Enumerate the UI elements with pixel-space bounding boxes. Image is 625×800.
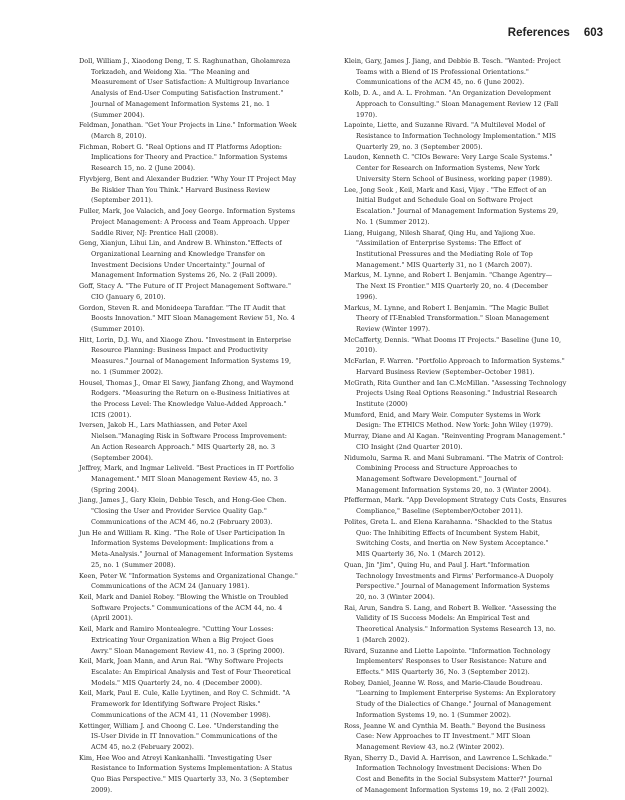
reference-entry: Liang, Huigang, Nilesh Sharaf, Qing Hu, and Yajiong Xue. "Assimilation of Enterprise Systems: The Effect of Institutional Pressures and the Mediating Role of Top Management." MIS Quarterly 31, no 1 (March 2007). xyxy=(344,228,536,269)
reference-entry: Fuller, Mark, Joe Valacich, and Joey George. Information Systems Project Management: A Process and Team Approach. Upper Saddle River, NJ: Prentice Hall (2008). xyxy=(79,207,296,237)
references-column-left xyxy=(79,56,362,796)
reference-entry: Keil, Mark, Joan Mann, and Arun Rai. "Why Software Projects Escalate: An Empirical Analysis and Test of Four Theoretical Models." MIS Quarterly 24, no. 4 (December 2000). xyxy=(79,657,291,687)
reference-entry: Markus, M. Lynne, and Robert I. Benjamin. "The Magic Bullet Theory of IT-Enabled Transformation." Sloan Management Review (Winter 1997). xyxy=(344,303,550,333)
reference-entry: Jeffrey, Mark, and Ingmar Leliveld. "Best Practices in IT Portfolio Management." MIT Sloan Management Review 45, no. 3 (Spring 2004). xyxy=(79,464,294,494)
reference-entry: Lee, Jong Seok , Keil, Mark and Kasi, Vijay . "The Effect of an Initial Budget and Schedule Goal on Software Project Escalation." Journal of Management Information Systems 29, No. 1 (Summer 2012). xyxy=(344,185,559,226)
reference-entry: Ryan, Sherry D., David A. Harrison, and Lawrence L.Schkade." Information Technology Investment Decisions: When Do Cost and Benefits in the Social Subsystem Matter?" Journal of Management Information Systems 19, no. 2 (Fall 2002). xyxy=(344,753,553,794)
reference-entry: Ross, Jeanne W. and Cynthia M. Beath." Beyond the Business Case: New Approaches to IT Investment." MIT Sloan Management Review 43, no.2 (Winter 2002). xyxy=(344,721,546,751)
reference-entry: Feldman, Jonathan. "Get Your Projects in Line." Information Week (March 8, 2010). xyxy=(79,121,297,141)
reference-entry: Keil, Mark, Paul E. Cule, Kalle Lyytinen, and Roy C. Schmidt. "A Framework for Identifying Software Project Risks." Communications of the ACM 41, 11 (November 1998). xyxy=(79,689,291,719)
reference-entry: McCafferty, Dennis. "What Dooms IT Projects." Baseline (June 10, 2010). xyxy=(344,335,562,355)
page-number: 603 xyxy=(583,27,603,39)
reference-entry: Laudon, Kenneth C. "CIOs Beware: Very Large Scale Systems." Center for Research on Information Systems, New York University Stern School of Business, working paper (1989). xyxy=(344,153,553,183)
reference-entry: Keil, Mark and Daniel Robey. "Blowing the Whistle on Troubled Software Projects." Communications of the ACM 44, no. 4 (April 2001). xyxy=(79,592,289,623)
reference-entry: Lapointe, Liette, and Suzanne Rivard. "A Multilevel Model of Resistance to Information Technology Implementation." MIS Quarterly 29, no. 3 (September 2005). xyxy=(344,121,556,151)
reference-entry: Jiang, James J., Gary Klein, Debbie Tesch, and Hong-Gee Chen. "Closing the User and Provider Service Quality Gap." Communications of the ACM 46, no.2 (February 2003). xyxy=(79,496,287,526)
reference-entry: Robey, Daniel, Jeanne W. Ross, and Marie-Claude Boudreau. "Learning to Implement Enterprise Systems: An Exploratory Study of the Dialectics of Change." Journal of Management Information Systems 19, no. 1 (Summer 2002). xyxy=(344,678,556,719)
reference-entry: Flyvbjerg, Bent and Alexander Budzier. "Why Your IT Project May Be Riskier Than You Think." Harvard Business Review (September 2011). xyxy=(79,174,297,205)
reference-entry: McFarlan, F. Warren. "Portfolio Approach to Information Systems." Harvard Business Review (September–October 1981). xyxy=(344,357,565,376)
reference-entry: Housel, Thomas J., Omar El Sawy, Jianfang Zhong, and Waymond Rodgers. "Measuring the Return on e-Business Initiatives at the Process Level: The Knowledge Value-Added Approach." ICIS (2001). xyxy=(79,378,294,419)
reference-entry: Hitt, Lorin, D.J. Wu, and Xiaoge Zhou. "Investment in Enterprise Resource Planning: Business Impact and Productivity Measures." Journal of Management Information Systems 19, no. 1 (Summer 2002). xyxy=(79,335,292,376)
reference-entry: Klein, Gary, James J. Jiang, and Debbie B. Tesch. "Wanted: Project Teams with a Blend of IS Professional Orientations." Communications of the ACM 45, no. 6 (June 2002). xyxy=(344,57,561,87)
reference-entry: Mumford, Enid, and Mary Weir. Computer Systems in Work Design: The ETHICS Method. New York: John Wiley (1979). xyxy=(344,410,553,430)
reference-entry: Iversen, Jakob H., Lars Mathiassen, and Peter Axel Nielsen."Managing Risk in Software Process Improvement: An Action Research Approach." MIS Quarterly 28, no. 3 (September 2004). xyxy=(79,421,287,462)
reference-entry: Kettinger, William J. and Choong C. Lee. "Understanding the IS-User Divide in IT Innovation." Communications of the ACM 45, no.2 (February 2002). xyxy=(79,721,279,751)
section-title: References xyxy=(507,27,570,39)
reference-entry: Murray, Diane and Al Kagan. "Reinventing Program Management." CIO Insight (2nd Quarter 2010). xyxy=(344,432,566,451)
reference-entry: Pfefferman, Mark. "App Development Strategy Cuts Costs, Ensures Compliance," Baseline (September/October 2011). xyxy=(344,496,567,516)
reference-entry: Markus, M. Lynne, and Robert I. Benjamin. "Change Agentry— The Next IS Frontier." MIS Quarterly 20, no. 4 (December 1996). xyxy=(344,271,553,301)
reference-entry: Kim, Hee Woo and Atreyi Kankanhalli. "Investigating User Resistance to Information Systems Implementation: A Status Quo Bias Perspective." MIS Quarterly 33, No. 3 (September 2009). xyxy=(79,753,293,794)
reference-entry: Jun He and William R. King. "The Role of User Participation In Information Systems Development: Implications from a Meta-Analysis." Journal of Management Information Systems 25, no. 1 (Summer 2008). xyxy=(79,528,293,569)
reference-entry: Nidumolu, Sarma R. and Mani Subramani. "The Matrix of Control: Combining Process and Structure Approaches to Management Software Development." Journal of Management Information Systems 20, no. 3 (Winter 2004). xyxy=(344,453,564,494)
reference-entry: Doll, William J., Xiaodong Deng, T. S. Raghunathan, Gholamreza Torkzadeh, and Weidong Xia. "The Meaning and Measurement of User Satisfaction: A Multigroup Invariance Analysis of End-User Computing Satisfaction Instrument." Journal of Management Information Systems 21, no. 1 (Summer 2004). xyxy=(79,57,291,119)
reference-entry: Kolb, D. A., and A. L. Frohman. "An Organization Development Approach to Consulting." Sloan Management Review 12 (Fall 1970). xyxy=(344,89,559,119)
reference-entry: Goff, Stacy A. "The Future of IT Project Management Software." CIO (January 6, 2010). xyxy=(79,282,291,301)
reference-entry: Gordon, Steven R. and Monideepa Tarafdar. "The IT Audit that Boosts Innovation." MIT Sloan Management Review 51, No. 4 (Summer 2010). xyxy=(79,303,296,333)
reference-entry: Keil, Mark and Ramiro Montealegre. "Cutting Your Losses: Extricating Your Organization When a Big Project Goes Awry." Sloan Management Review 41, no. 3 (Spring 2000). xyxy=(79,625,285,655)
reference-entry: Rivard, Suzanne and Liette Lapointe. "Information Technology Implementers' Responses to User Resistance: Nature and Effects." MIS Quarterly 36, No. 3 (September 2012). xyxy=(344,646,551,676)
reference-entry: Quan, Jin "Jim", Quing Hu, and Paul J. Hart."Information Technology Investments and Firms' Performance-A Duopoly Perspective." Journal of Management Information Systems 20, no. 3 (Winter 2004). xyxy=(344,560,554,601)
reference-entry: Geng, Xianjun, Lihui Lin, and Andrew B. Whinston."Effects of Organizational Learning and Knowledge Transfer on Investment Decisions Under Uncertainty." Journal of Management Information Systems 26, No. 2 (Fall 2009). xyxy=(79,239,282,280)
running-header xyxy=(508,27,603,41)
reference-entry: Rai, Arun, Sandra S. Lang, and Robert B. Welker. "Assessing the Validity of IS Success Models: An Empirical Test and Theoretical Analysis." Information Systems Research 13, no. 1 (March 2002). xyxy=(344,603,557,644)
reference-entry: Polites, Greta L. and Elena Karahanna. "Shackled to the Status Quo: The Inhibiting Effects of Incumbent System Habit, Switching Costs, and Inertia on New System Acceptance." MIS Quarterly 36, No. 1 (March 2012). xyxy=(344,517,553,559)
reference-entry: Keen, Peter W. "Information Systems and Organizational Change." Communications of the ACM 24 (January 1981). xyxy=(79,571,298,591)
references-column-right xyxy=(344,56,625,796)
reference-entry: McGrath, Rita Gunther and Ian C.McMillan. "Assessing Technology Projects Using Real Options Reasoning." Industrial Research Institute (2000) xyxy=(344,378,567,408)
reference-entry: Fichman, Robert G. "Real Options and IT Platforms Adoption: Implications for Theory and Practice." Information Systems Research 15, no. 2 (June 2004). xyxy=(79,142,288,173)
